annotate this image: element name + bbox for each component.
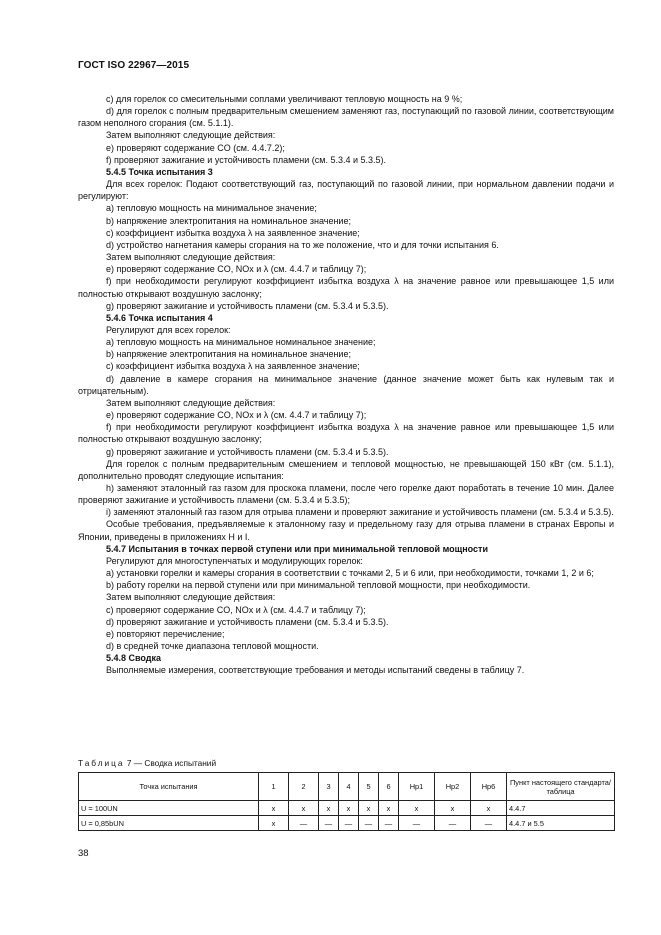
paragraph: Регулируют для многоступенчатых и модулирующих горелок: [106, 555, 363, 566]
header-point-4: 4 [339, 773, 359, 801]
paragraph: c) для горелок со смесительными соплами увеличивают тепловую мощность на 9 %; [106, 94, 463, 104]
table-cell: — [359, 816, 379, 831]
table-cell: x [289, 801, 319, 816]
table-cell: — [339, 816, 359, 831]
paragraph: d) для горелок с полным предварительным смешением заменяют газ, поступающий по газовой линии, соответствующим газом неполного сгорания (см. 5.1.1). [78, 106, 614, 129]
table-cell: x [339, 801, 359, 816]
paragraph: Затем выполняют следующие действия: [106, 130, 276, 141]
section-heading: 5.4.8 Сводка [106, 653, 162, 664]
paragraph: Затем выполняют следующие действия: [106, 592, 276, 603]
table-caption-title: 7 — Сводка испытаний [124, 758, 217, 768]
paragraph: c) проверяют содержание CO, NOx и λ (см. 4.4.7 и таблицу 7); [106, 604, 366, 615]
table-cell: x [259, 801, 289, 816]
table-cell: — [471, 816, 507, 831]
table-cell: — [319, 816, 339, 831]
paragraph: g) проверяют зажигание и устойчивость пламени (см. 5.3.4 и 5.3.5). [106, 446, 389, 457]
paragraph: a) тепловую мощность на минимальное номинальное значение; [106, 337, 376, 348]
paragraph: Выполняемые измерения, соответствующие требования и методы испытаний сведены в таблицу 7. [106, 665, 525, 676]
table-row [79, 816, 615, 831]
table-cell: — [435, 816, 471, 831]
header-point-5: 5 [359, 773, 379, 801]
paragraph: e) проверяют содержание CO, NOx и λ (см. 4.4.7 и таблицу 7); [106, 410, 367, 421]
paragraph: c) коэффициент избытка воздуха λ на заявленное значение; [106, 227, 360, 238]
header-test-point: Точка испытания [79, 773, 259, 801]
paragraph: e) проверяют содержание CO, NOx и λ (см. 4.4.7 и таблицу 7); [106, 264, 367, 275]
paragraph: Регулируют для всех горелок: [106, 324, 231, 335]
table-cell: — [399, 816, 435, 831]
page-number: 38 [78, 848, 89, 859]
table-body [79, 801, 615, 831]
header-point-8: Hp2 [435, 773, 471, 801]
body-text [78, 93, 614, 677]
paragraph: d) устройство нагнетания камеры сгорания на то же положение, что и для точки испытания 6. [106, 239, 499, 250]
header-point-1: 1 [259, 773, 289, 801]
paragraph: d) давление в камере сгорания на минимальное значение (данное значение может быть как нулевым так и отрицательным). [78, 373, 614, 396]
table-cell: x [359, 801, 379, 816]
header-clause-ref: Пункт настоящего стандарта/таблица [507, 773, 615, 801]
paragraph: c) коэффициент избытка воздуха λ на заявленное значение; [106, 361, 360, 372]
paragraph: h) заменяют эталонный газ газом для проскока пламени, после чего горелке дают поработать в течение 10 мин. Далее проверяют зажигание и устойчивость пламени (см. 5.3.4 и 5.3.5); [78, 483, 614, 506]
paragraph: f) при необходимости регулируют коэффициент избытка воздуха λ на значение равное или превышающее 1,5 или полностью открывают воздушную заслонку; [78, 276, 614, 299]
paragraph: Затем выполняют следующие действия: [106, 252, 276, 263]
paragraph: i) заменяют эталонный газ газом для отрыва пламени и проверяют зажигание и устойчивость пламени (см. 5.3.4 и 5.3.5). [106, 507, 614, 518]
table-cell: — [289, 816, 319, 831]
table-cell: x [399, 801, 435, 816]
paragraph: Особые требования, предъявляемые к эталонному газу и предельному газу для отрыва пламени в странах Европы и Японии, приведены в приложениях H и I. [78, 519, 614, 542]
paragraph: d) проверяют зажигание и устойчивость пламени (см. 5.3.4 и 5.3.5). [106, 616, 389, 627]
table-cell: x [379, 801, 399, 816]
table-header-row [79, 773, 615, 801]
document-header: ГОСТ ISO 22967—2015 [78, 60, 190, 71]
row-label: U = 100UN [79, 801, 259, 816]
table-cell: 4.4.7 и 5.5 [507, 816, 615, 831]
summary-table [78, 772, 615, 831]
row-label: U = 0,85bUN [79, 816, 259, 831]
header-point-2: 2 [289, 773, 319, 801]
paragraph: b) работу горелки на первой ступени или при минимальной тепловой мощности, при необходимости. [106, 580, 531, 591]
table-caption [78, 758, 216, 768]
paragraph: a) тепловую мощность на минимальное значение; [106, 203, 317, 214]
paragraph: g) проверяют зажигание и устойчивость пламени (см. 5.3.4 и 5.3.5). [106, 300, 389, 311]
header-point-6: 6 [379, 773, 399, 801]
table-cell: 4.4.7 [507, 801, 615, 816]
header-point-9: Hp6 [471, 773, 507, 801]
table-cell: x [259, 816, 289, 831]
paragraph: Затем выполняют следующие действия: [106, 397, 276, 408]
paragraph: d) в средней точке диапазона тепловой мощности. [106, 641, 319, 652]
paragraph: e) повторяют перечисление; [106, 628, 225, 639]
section-heading: 5.4.7 Испытания в точках первой ступени или при минимальной тепловой мощности [106, 543, 488, 554]
section-heading: 5.4.6 Точка испытания 4 [106, 312, 213, 323]
table-cell: x [471, 801, 507, 816]
table-caption-label: Таблица [78, 758, 125, 768]
paragraph: b) напряжение электропитания на номинальное значение; [106, 349, 351, 360]
paragraph: e) проверяют содержание CO (см. 4.4.7.2); [106, 142, 285, 153]
paragraph: Для всех горелок: Подают соответствующий газ, поступающий по газовой линии, при нормальном давлении подачи и регулируют: [78, 179, 614, 202]
paragraph: Для горелок с полным предварительным смешением и тепловой мощностью, не превышающей 150 кВт (см. 5.1.1), дополнительно проводят следующие испытания: [78, 458, 614, 481]
table-cell: x [435, 801, 471, 816]
paragraph: b) напряжение электропитания на номинальное значение; [106, 215, 351, 226]
header-point-3: 3 [319, 773, 339, 801]
section-heading: 5.4.5 Точка испытания 3 [106, 166, 213, 177]
paragraph: f) при необходимости регулируют коэффициент избытка воздуха λ на значение равное или превышающее 1,5 или полностью открывают воздушную заслонку; [78, 422, 614, 445]
table-cell: x [319, 801, 339, 816]
table-row [79, 801, 615, 816]
paragraph: a) установки горелки и камеры сгорания в соответствии с точками 2, 5 и 6 или, при необходимости, точками 1, 2 и 6; [106, 568, 594, 579]
paragraph: f) проверяют зажигание и устойчивость пламени (см. 5.3.4 и 5.3.5). [106, 154, 387, 165]
header-point-7: Hp1 [399, 773, 435, 801]
table-cell: — [379, 816, 399, 831]
